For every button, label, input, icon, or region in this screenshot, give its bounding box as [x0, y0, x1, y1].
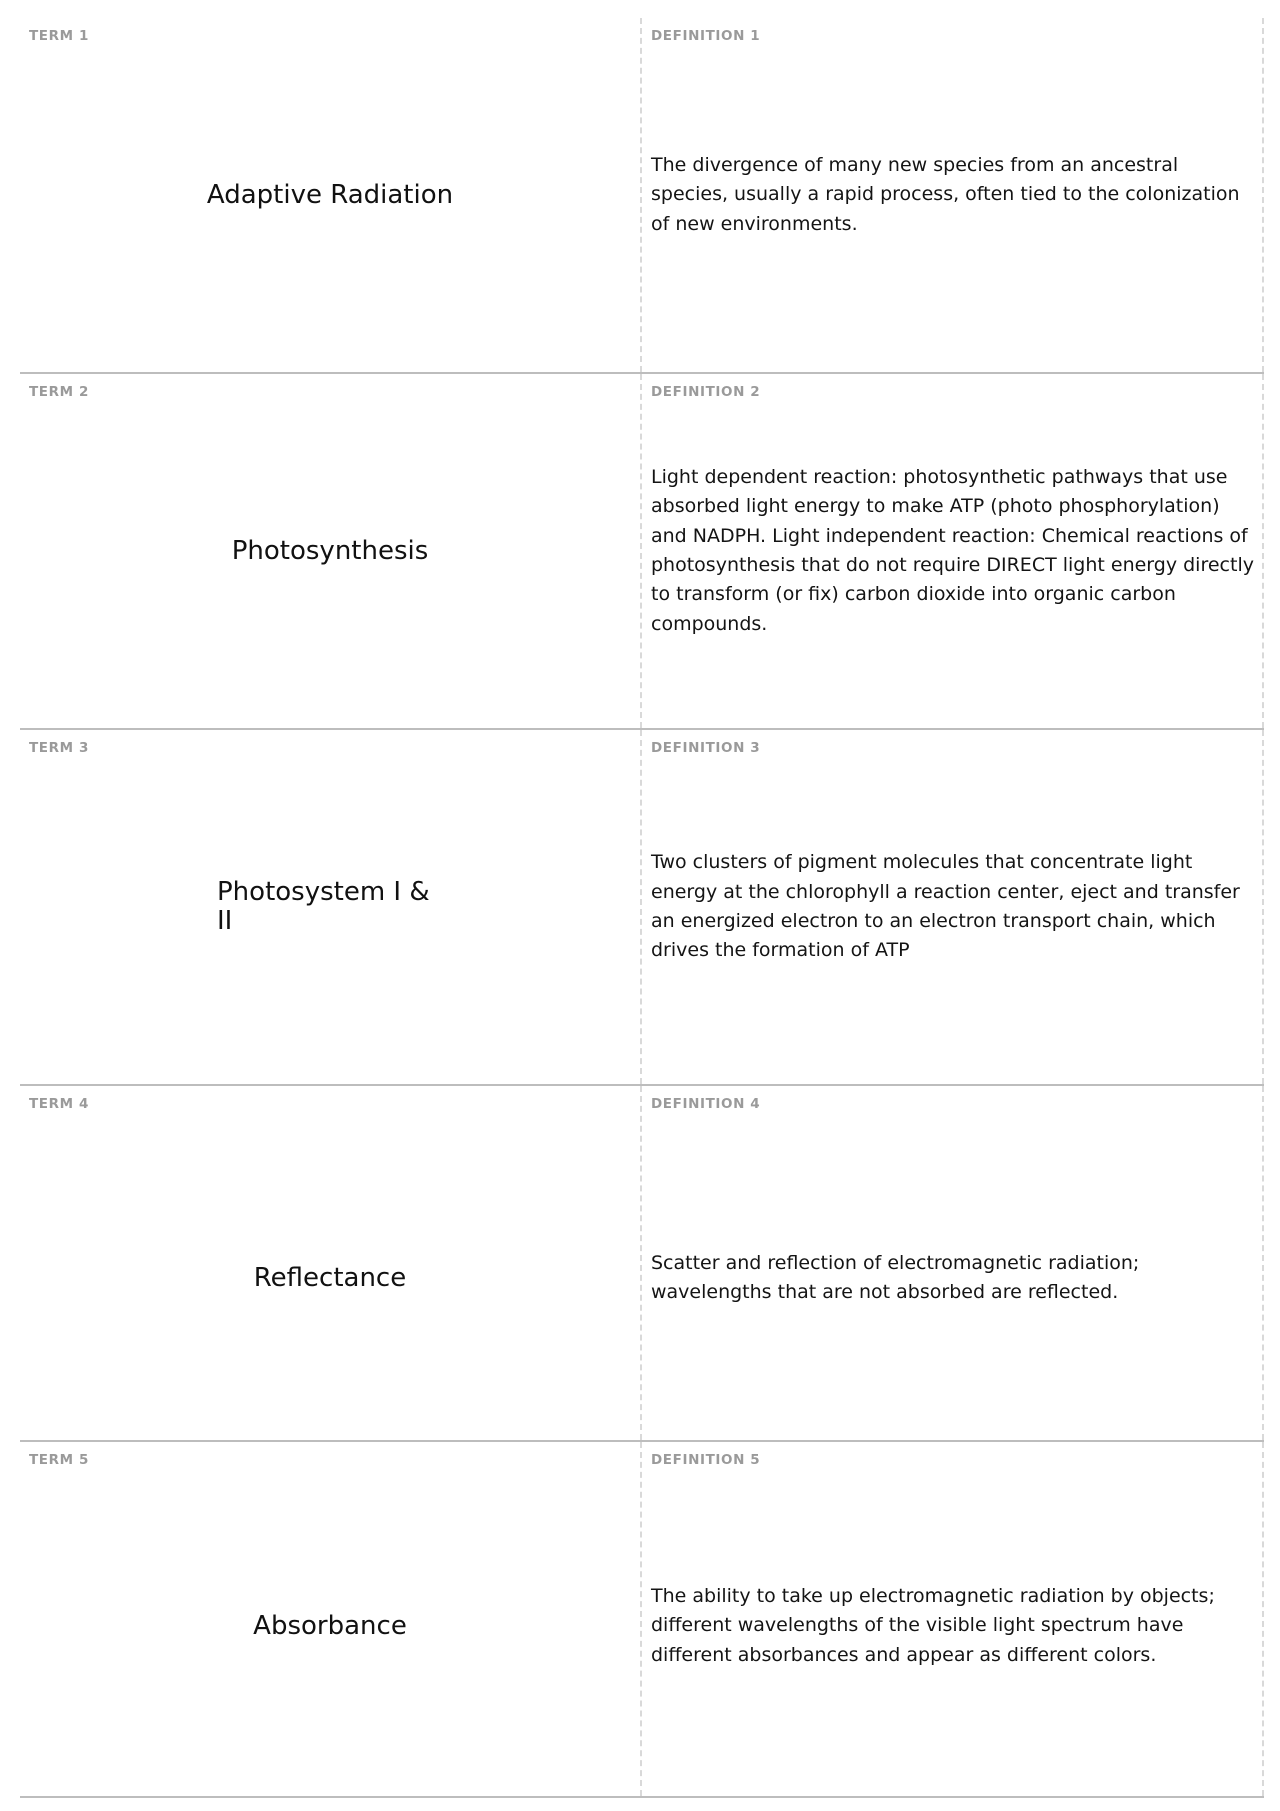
flashcard-sheet [20, 18, 1264, 1798]
definition-text: Scatter and reflection of electromagnetic radiation; wavelengths that are not absorbed are reflected. [651, 1251, 1140, 1303]
definition-label: DEFINITION 2 [651, 384, 761, 400]
term-text: Adaptive Radiation [206, 179, 454, 210]
definition-text: Light dependent reaction: photosynthetic pathways that use absorbed light energy to make ATP (photo phosphorylation) and NADPH. Light independent reaction: Chemical reactions of photosynthesis that do not require DIRECT light energy directly to transform (or fix) carbon dioxide into organic carbon compounds. [651, 466, 1254, 635]
definition-cell [642, 1442, 1264, 1796]
definition-cell [642, 374, 1264, 728]
definition-text: The ability to take up electromagnetic radiation by objects; different wavelengths of the visible light spectrum have different absorbances and appear as different colors. [651, 1585, 1215, 1666]
term-label: TERM 4 [29, 1096, 89, 1112]
term-label: TERM 3 [29, 740, 89, 756]
flashcard-row-4 [20, 1086, 1264, 1442]
term-cell [20, 730, 642, 1084]
definition-label: DEFINITION 5 [651, 1452, 761, 1468]
definition-text: The divergence of many new species from an ancestral species, usually a rapid process, often tied to the colonization of new environments. [651, 154, 1240, 235]
definition-cell [642, 730, 1264, 1084]
term-text: Reflectance [253, 1262, 407, 1293]
term-text: Photosynthesis [231, 535, 429, 566]
term-text: Absorbance [253, 1610, 407, 1641]
term-text: Photosystem I & II [217, 877, 430, 936]
definition-label: DEFINITION 3 [651, 740, 761, 756]
term-label: TERM 1 [29, 28, 89, 44]
definition-text: Two clusters of pigment molecules that concentrate light energy at the chlorophyll a reaction center, eject and transfer an energized electron to an electron transport chain, which drives the formation of ATP [651, 851, 1240, 962]
definition-label: DEFINITION 1 [651, 28, 761, 44]
definition-label: DEFINITION 4 [651, 1096, 761, 1112]
term-label: TERM 5 [29, 1452, 89, 1468]
definition-cell [642, 18, 1264, 372]
term-cell [20, 1086, 642, 1440]
flashcard-row-1 [20, 18, 1264, 374]
flashcard-row-2 [20, 374, 1264, 730]
term-label: TERM 2 [29, 384, 89, 400]
term-cell [20, 374, 642, 728]
term-cell [20, 18, 642, 372]
flashcard-row-3 [20, 730, 1264, 1086]
definition-cell [642, 1086, 1264, 1440]
term-cell [20, 1442, 642, 1796]
flashcard-row-5 [20, 1442, 1264, 1798]
